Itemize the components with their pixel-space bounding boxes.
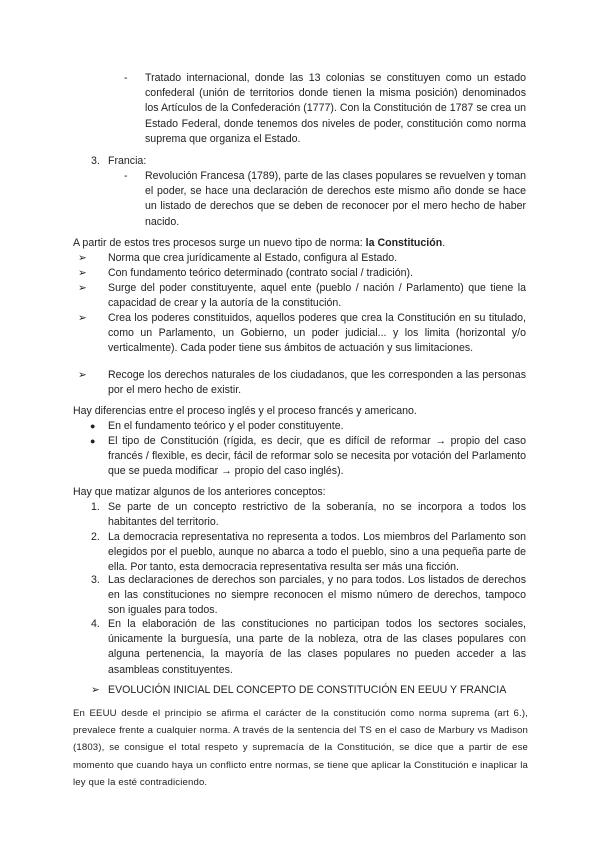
list-item: Recoge los derechos naturales de los ciudadanos, que les corresponden a las personas por el mero hecho de existir. (108, 369, 526, 397)
dash-bullet: - (124, 170, 128, 182)
list-item: Norma que crea jurídicamente al Estado, configura al Estado. (108, 252, 398, 264)
differences-intro: Hay diferencias entre el proceso inglés y el proceso francés y americano. (73, 405, 417, 417)
list-item: Con fundamento teórico determinado (contrato social / tradición). (108, 267, 414, 279)
intro-bold: la Constitución (365, 237, 443, 249)
arrow-bullet-icon: ➢ (91, 684, 100, 696)
list-item: Surge del poder constituyente, aquel ente (pueblo / nación / Parlamento) que tiene la capacidad de crear y la autoría de la constitución. (108, 282, 526, 310)
list-number: 3. (91, 574, 100, 586)
arrow-bullet-icon: ➢ (78, 312, 87, 324)
france-label: Francia: (108, 155, 147, 167)
arrow-bullet-icon: ➢ (78, 282, 87, 294)
arrow-bullet-icon: ➢ (78, 369, 87, 381)
list-number: 2. (91, 531, 100, 543)
list-number: 4. (91, 618, 100, 630)
list-number: 1. (91, 501, 100, 513)
dot-bullet-icon: ● (90, 436, 96, 446)
intro-text: A partir de estos tres procesos surge un nuevo tipo de norma: (73, 237, 366, 249)
intro-end: . (442, 237, 446, 249)
list-item: Se parte de un concepto restrictivo de la soberanía, no se incorpora a todos los habitantes del territorio. (108, 501, 526, 529)
section-heading: EVOLUCIÓN INICIAL DEL CONCEPTO DE CONSTITUCIÓN EN EEUU Y FRANCIA (108, 684, 507, 696)
list-item: Crea los poderes constituidos, aquellos poderes que crea la Constitución en su titulado, como un Parlamento, un Gobierno, un poder judicial... y los limita (horizontal y/o verticalmente). Cada poder tiene sus ámbitos de actuación y sus limitaciones. (108, 312, 526, 355)
list-item: Las declaraciones de derechos son parciales, y no para todos. Los listados de derechos en las constituciones no siempre reconocen el mismo número de derechos, tampoco son iguales para todos. (108, 574, 526, 617)
list-item: En el fundamento teórico y el poder constituyente. (108, 420, 344, 432)
arrow-bullet-icon: ➢ (78, 267, 87, 279)
list-number: 3. (91, 155, 100, 167)
dot-bullet-icon: ● (90, 421, 96, 431)
list-item: El tipo de Constitución (rígida, es decir, que es difícil de reformar → propio del caso francés / flexible, es decir, fácil de reformar solo se necesita por votación del Parlamento que se pueda modificar → propio del caso inglés). (108, 435, 526, 478)
constitution-intro (73, 236, 445, 251)
france-text: Revolución Francesa (1789), parte de las clases populares se revuelven y toman el poder, se hace una declaración de derechos este mismo año donde se hace un listado de derechos que se deben de reconocer por el mero hecho de haber nacido. (145, 170, 526, 228)
dash-bullet: - (124, 72, 128, 84)
arrow-bullet-icon: ➢ (78, 252, 87, 264)
list-item: En la elaboración de las constituciones no participan todos los sectores sociales, únicamente la burguesía, una parte de la nobleza, otra de las clases populares con alguna pertenencia, la mayoría de las clases populares no pueden acceder a las asambleas constituyentes. (108, 618, 526, 676)
final-paragraph: En EEUU desde el principio se afirma el carácter de la constitución como norma suprema (art 6.), prevalece frente a cualquier norma. A través de la sentencia del TS en el caso de Marbury vs Madison (1803), se consigue el total respeto y supremacía de la Constitución, se dice que a partir de ese momento que cuando haya un conflicto entre normas, se tiene que aplicar la Constitución e inaplicar la ley que la esté contradiciendo. (73, 708, 528, 788)
usa-treaty-text: Tratado internacional, donde las 13 colonias se constituyen como un estado confederal (unión de territorios donde tienen la misma posición) denominados los Artículos de la Confederación (1777). Con la Constitución de 1787 se crea un Estado Federal, donde tenemos dos niveles de poder, constitución como norma suprema que organiza el Estado. (145, 72, 526, 145)
nuances-intro: Hay que matizar algunos de los anteriores conceptos: (73, 486, 326, 498)
list-item: La democracia representativa no representa a todos. Los miembros del Parlamento son elegidos por el pueblo, aunque no abarca a todo el pueblo, sino a una pequeña parte de ella. Por tanto, esta democracia representativa resulta ser más una ficción. (108, 531, 526, 574)
